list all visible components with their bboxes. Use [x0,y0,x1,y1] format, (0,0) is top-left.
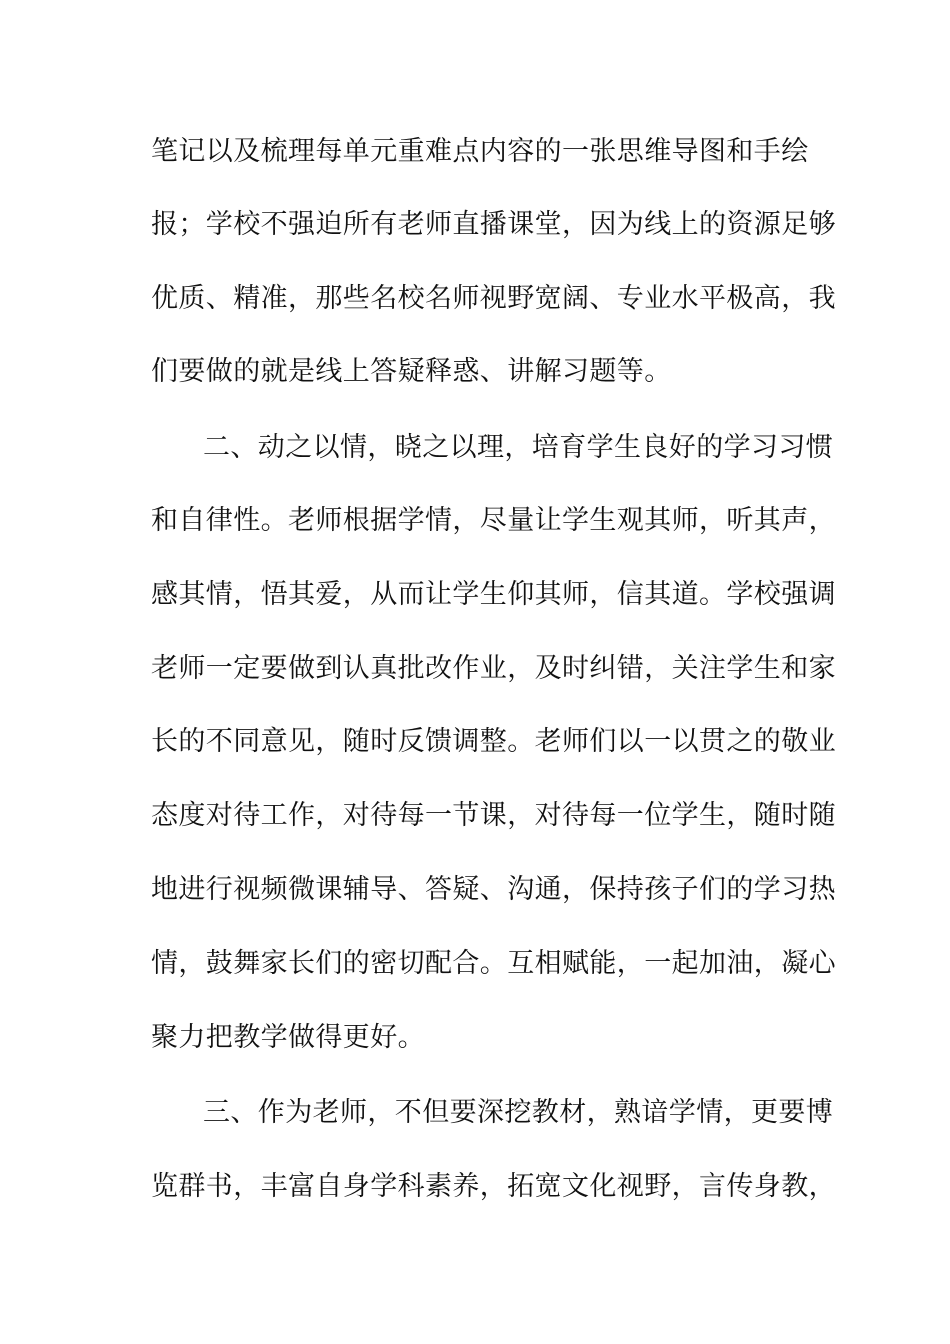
text-line: 优质、精准，那些名校名师视野宽阔、专业水平极高，我 [151,283,836,314]
text-line: 态度对待工作，对待每一节课，对待每一位学生，随时随 [151,800,836,831]
text-line: 报；学校不强迫所有老师直播课堂，因为线上的资源足够 [151,209,836,240]
text-line: 览群书，丰富自身学科素养，拓宽文化视野，言传身教， [151,1171,836,1202]
text-line: 感其情，悟其爱，从而让学生仰其师，信其道。学校强调 [151,579,836,610]
text-line: 和自律性。老师根据学情，尽量让学生观其师，听其声， [151,505,836,536]
text-line: 聚力把教学做得更好。 [151,1022,425,1053]
text-line: 长的不同意见，随时反馈调整。老师们以一以贯之的敬业 [151,726,836,757]
text-line: 地进行视频微课辅导、答疑、沟通，保持孩子们的学习热 [151,874,836,905]
paragraph-3-first-line: 三、作为老师，不但要深挖教材，熟谙学情，更要博 [203,1097,834,1128]
text-line: 情，鼓舞家长们的密切配合。互相赋能，一起加油，凝心 [151,948,836,979]
paragraph-2-first-line: 二、动之以情，晓之以理，培育学生良好的学习习惯 [203,432,834,463]
text-line: 老师一定要做到认真批改作业，及时纠错，关注学生和家 [151,653,836,684]
text-line: 们要做的就是线上答疑释惑、讲解习题等。 [151,356,672,387]
text-line: 笔记以及梳理每单元重难点内容的一张思维导图和手绘 [151,136,809,167]
